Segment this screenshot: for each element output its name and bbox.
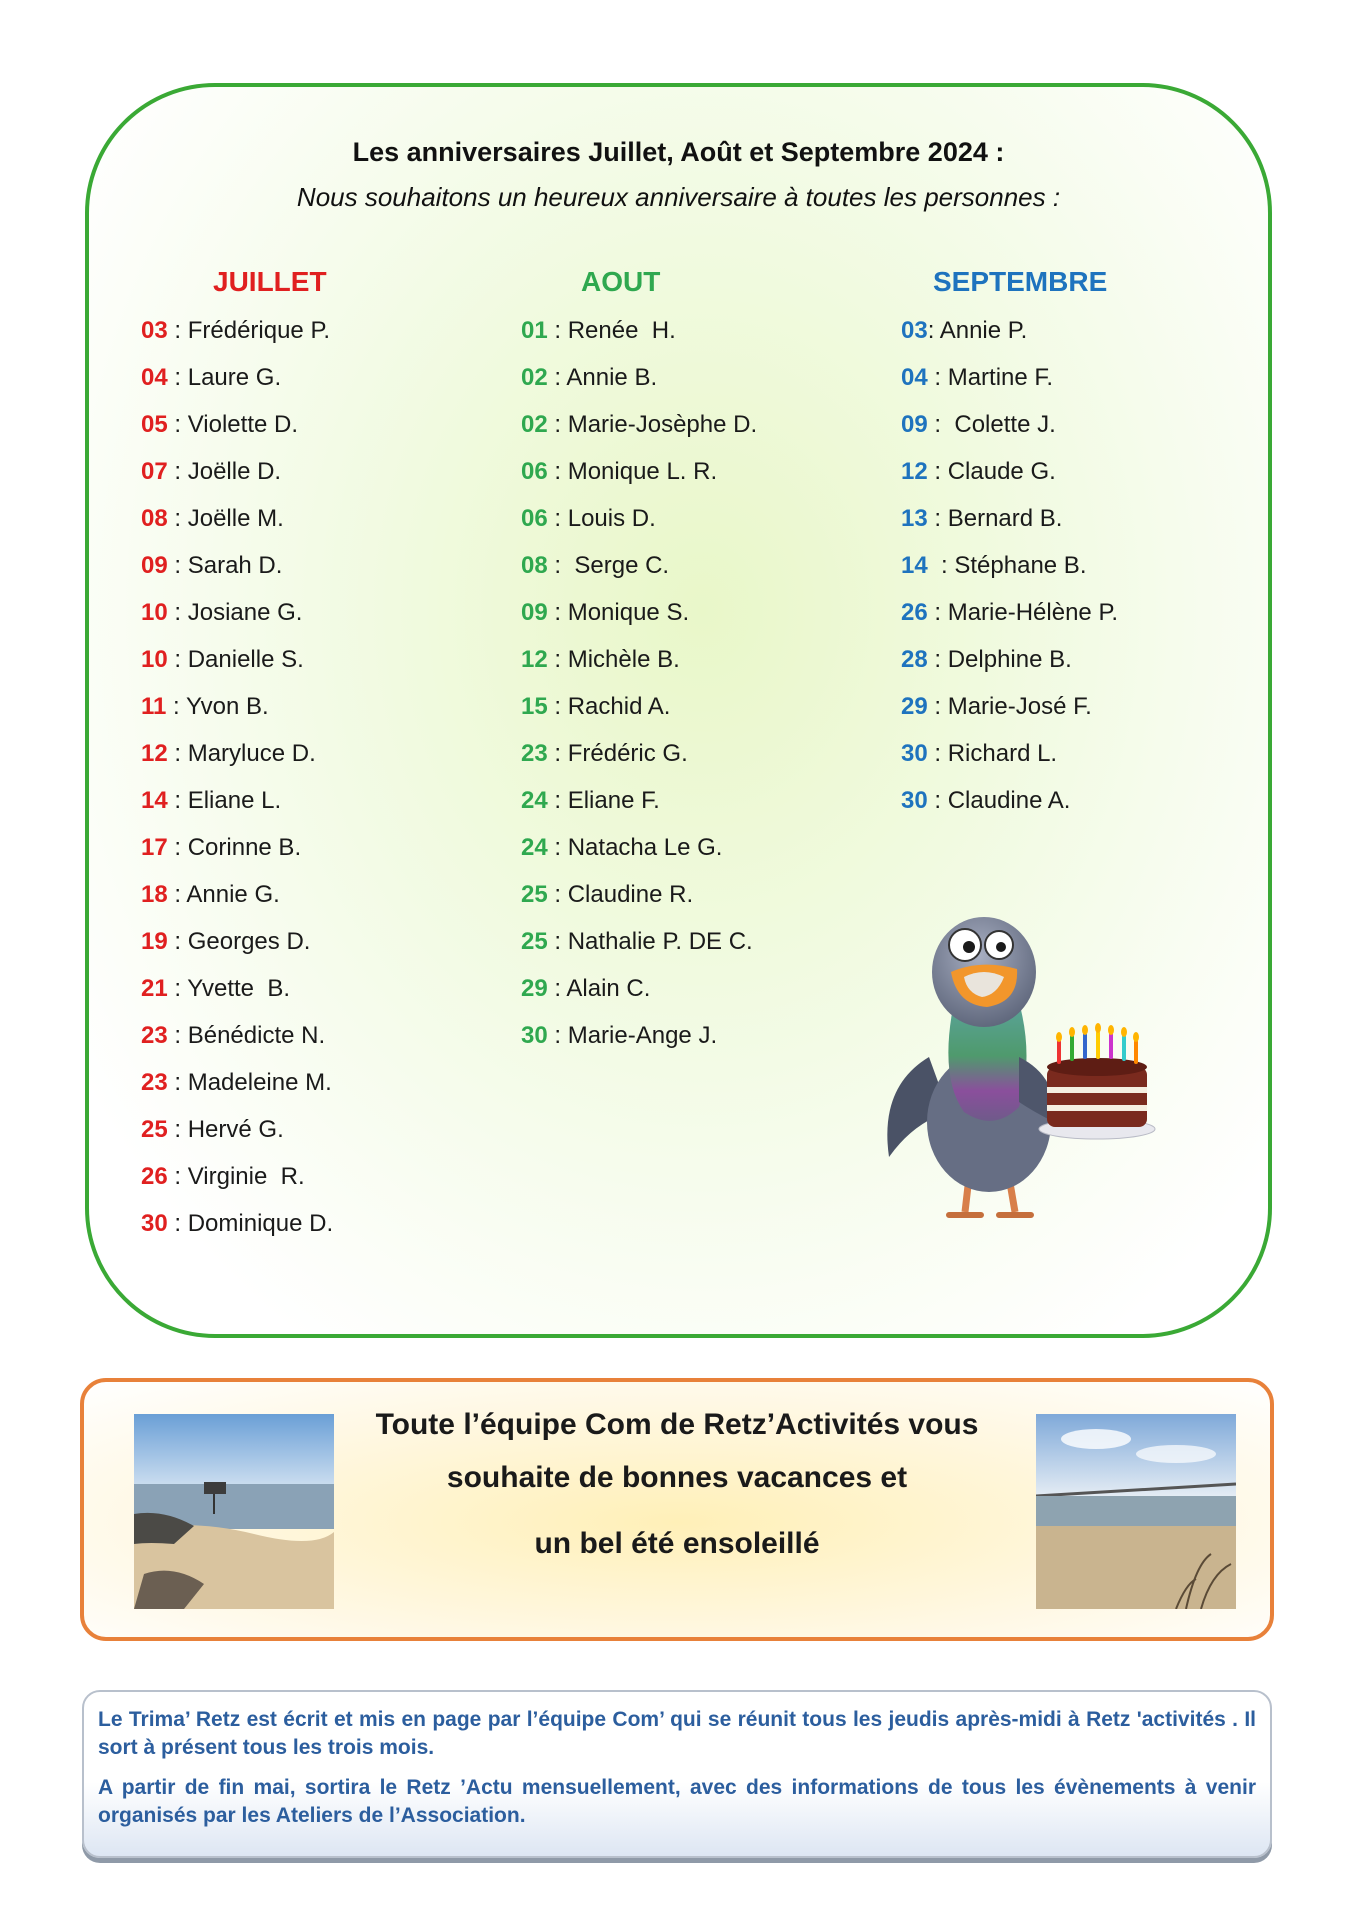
birthday-entry [521,542,757,589]
birthday-list-juillet [141,307,333,1247]
birthday-name: Stéphane B. [954,552,1087,579]
holiday-line-3: un bel été ensoleillé [534,1527,820,1560]
birthday-separator: : [167,834,188,861]
month-column-juillet [141,257,333,1247]
birthday-separator: : [927,458,948,485]
birthday-day: 02 [521,364,548,391]
birthday-day: 03 [141,317,168,344]
birthday-entry [521,495,757,542]
birthday-day: 13 [901,505,928,532]
birthday-separator: : [167,881,187,908]
month-column-septembre [901,257,1118,824]
birthday-day: 17 [141,834,168,861]
birthday-separator: : [167,928,188,955]
birthday-entry [141,307,333,354]
birthday-entry [141,871,333,918]
birthday-day: 12 [521,646,548,673]
beach-photo-left [134,1414,334,1609]
birthday-name: Dominique D. [187,1210,334,1237]
birthday-list-aout [521,307,757,1059]
birthday-entry [141,730,333,777]
birthday-entry [141,1200,333,1247]
birthday-separator: : [547,693,568,720]
birthday-name: Monique S. [567,599,690,626]
birthday-day: 07 [141,458,168,485]
birthday-day: 21 [141,975,168,1002]
birthday-day: 02 [521,411,548,438]
birthday-entry [141,448,333,495]
birthday-separator: : [167,787,188,814]
birthday-name: Bénédicte N. [187,1022,326,1049]
birthday-day: 30 [141,1210,168,1237]
birthday-entry [141,495,333,542]
birthday-separator: : [547,505,568,532]
birthday-day: 12 [141,740,168,767]
birthday-name: Madeleine M. [187,1069,332,1096]
birthday-entry [141,683,333,730]
birthday-separator: : [167,1210,188,1237]
birthday-name: Eliane L. [187,787,282,814]
birthday-day: 30 [901,787,928,814]
birthday-day: 29 [901,693,928,720]
birthday-name: Danielle S. [187,646,304,673]
birthday-day: 10 [141,599,168,626]
birthday-day: 08 [141,505,168,532]
birthday-day: 12 [901,458,928,485]
birthday-separator: : [927,505,948,532]
birthday-separator: : [547,928,568,955]
birthday-entry [141,965,333,1012]
birthday-day: 26 [141,1163,168,1190]
birthday-name: Monique L. R. [567,458,718,485]
birthday-name: Marie-José F. [947,693,1092,720]
birthday-entry [141,354,333,401]
birthday-separator: : [927,787,948,814]
birthday-name: Serge C. [574,552,670,579]
birthday-name: Josiane G. [187,599,303,626]
birthday-separator: : [167,552,188,579]
birthday-day: 03 [901,317,928,344]
birthday-day: 18 [141,881,168,908]
birthday-name: Frédéric G. [567,740,688,767]
birthday-name: Eliane F. [567,787,660,814]
birthday-day: 29 [521,975,548,1002]
birthday-name: Yvette B. [187,975,291,1002]
birthday-entry [521,354,757,401]
month-column-aout [521,257,757,1059]
birthday-name: Violette D. [187,411,299,438]
birthday-separator: : [167,411,188,438]
birthday-entry [901,542,1118,589]
birthday-entry [901,307,1118,354]
birthday-entry [521,871,757,918]
birthday-entry [521,777,757,824]
birthday-name: Annie G. [186,881,280,908]
birthday-name: Alain C. [566,975,651,1002]
birthday-separator: : [167,505,188,532]
birthday-separator: : [927,317,940,344]
birthday-day: 04 [141,364,168,391]
birthday-day: 15 [521,693,548,720]
birthday-entry [141,542,333,589]
birthday-separator: : [167,364,188,391]
info-box [82,1690,1272,1858]
birthday-name: Claudine R. [567,881,694,908]
birthday-day: 26 [901,599,928,626]
birthday-name: Michèle B. [567,646,680,673]
birthday-separator: : [167,975,188,1002]
birthday-name: Martine F. [947,364,1054,391]
birthday-separator: : [167,317,188,344]
birthday-name: Annie P. [939,317,1028,344]
birthday-entry [141,824,333,871]
birthday-separator: : [547,646,568,673]
birthday-card [85,83,1272,1338]
birthday-day: 09 [521,599,548,626]
birthday-separator: : [547,411,568,438]
birthday-day: 14 [901,552,928,579]
birthday-entry [521,918,757,965]
birthday-name: Hervé G. [187,1116,284,1143]
month-heading-aout: AOUT [581,266,661,297]
birthday-separator: : [547,1022,568,1049]
birthday-day: 25 [521,881,548,908]
birthday-entry [141,401,333,448]
holiday-banner [80,1378,1274,1641]
birthday-entry [141,589,333,636]
birthday-entry [901,636,1118,683]
birthday-day: 23 [141,1069,168,1096]
birthday-entry [521,965,757,1012]
holiday-line-1: Toute l’équipe Com de Retz’Activités vous [375,1408,979,1441]
birthday-day: 08 [521,552,548,579]
birthday-day: 06 [521,505,548,532]
birthday-name: Virginie R. [187,1163,305,1190]
birthday-name: Richard L. [947,740,1058,767]
birthday-day: 24 [521,787,548,814]
birthday-name: Sarah D. [187,552,283,579]
month-heading-septembre: SEPTEMBRE [933,266,1108,297]
birthday-day: 23 [141,1022,168,1049]
birthday-entry [521,448,757,495]
birthday-name: Marie-Ange J. [567,1022,718,1049]
birthday-separator: : [927,552,955,579]
birthday-separator: : [167,458,188,485]
birthday-separator: : [547,834,568,861]
birthday-name: Marie-Josèphe D. [567,411,758,438]
holiday-line-2: souhaite de bonnes vacances et [446,1461,908,1494]
birthday-entry [141,636,333,683]
birthday-separator: : [927,740,948,767]
birthday-name: Joëlle M. [187,505,284,532]
birthday-separator: : [167,1163,188,1190]
birthday-separator: : [927,693,948,720]
birthday-name: Natacha Le G. [567,834,723,861]
birthday-entry [901,589,1118,636]
birthday-name: Bernard B. [947,505,1063,532]
birthday-day: 25 [521,928,548,955]
birthday-title: Les anniversaires Juillet, Août et Septembre 2024 : [352,137,1005,167]
birthday-separator: : [167,1116,188,1143]
birthday-entry [901,354,1118,401]
birthday-name: Marie-Hélène P. [947,599,1119,626]
birthday-separator: : [547,458,568,485]
birthday-day: 28 [901,646,928,673]
birthday-name: Claude G. [947,458,1056,485]
birthday-separator: : [547,552,575,579]
birthday-name: Delphine B. [947,646,1072,673]
birthday-separator: : [167,740,188,767]
birthday-day: 10 [141,646,168,673]
birthday-day: 23 [521,740,548,767]
birthday-separator: : [927,599,948,626]
birthday-day: 25 [141,1116,168,1143]
birthday-day: 14 [141,787,168,814]
birthday-entry [141,777,333,824]
birthday-name: Yvon B. [185,693,269,720]
birthday-separator: : [927,364,948,391]
birthday-entry [521,401,757,448]
birthday-separator: : [167,599,188,626]
birthday-day: 11 [141,693,167,720]
birthday-entry [141,1012,333,1059]
birthday-entry [901,730,1118,777]
birthday-name: Corinne B. [187,834,302,861]
birthday-name: Maryluce D. [187,740,316,767]
birthday-entry [521,730,757,777]
birthday-day: 09 [141,552,168,579]
birthday-separator: : [547,364,567,391]
birthday-separator: : [547,317,568,344]
pigeon-cake-illustration [869,907,1169,1227]
birthday-day: 04 [901,364,928,391]
birthday-day: 09 [901,411,928,438]
birthday-entry [141,1153,333,1200]
beach-photo-right [1036,1414,1236,1609]
birthday-separator: : [547,740,568,767]
birthday-entry [901,401,1118,448]
birthday-separator: : [547,599,568,626]
birthday-separator: : [167,1069,188,1096]
birthday-day: 05 [141,411,168,438]
birthday-separator: : [167,646,188,673]
birthday-name: Laure G. [187,364,282,391]
birthday-separator: : [166,693,186,720]
birthday-name: Renée H. [567,317,676,344]
birthday-day: 01 [521,317,548,344]
birthday-entry [901,777,1118,824]
birthday-entry [521,307,757,354]
birthday-entry [521,589,757,636]
birthday-name: Joëlle D. [187,458,282,485]
birthday-name: Annie B. [566,364,658,391]
birthday-entry [141,1059,333,1106]
birthday-entry [901,448,1118,495]
birthday-name: Colette J. [954,411,1056,438]
birthday-name: Claudine A. [947,787,1071,814]
birthday-separator: : [167,1022,188,1049]
birthday-entry [521,824,757,871]
birthday-separator: : [547,975,567,1002]
birthday-entry [521,636,757,683]
birthday-name: Frédérique P. [187,317,331,344]
birthday-entry [521,1012,757,1059]
birthday-name: Louis D. [567,505,656,532]
birthday-list-septembre [901,307,1118,824]
birthday-day: 19 [141,928,168,955]
birthday-entry [901,683,1118,730]
birthday-entry [141,1106,333,1153]
month-heading-juillet: JUILLET [213,266,327,297]
birthday-day: 24 [521,834,548,861]
birthday-subtitle: Nous souhaitons un heureux anniversaire à toutes les personnes : [296,182,1061,212]
birthday-separator: : [547,881,568,908]
birthday-name: Georges D. [187,928,311,955]
birthday-name: Nathalie P. DE C. [567,928,753,955]
info-paragraph-2: A partir de fin mai, sortira le Retz ’Actu mensuellement, avec des informations de tous les évènements à venir organisés par les Ateliers de l’Association. [98,1776,1256,1827]
birthday-separator: : [927,411,955,438]
info-paragraph-1: Le Trima’ Retz est écrit et mis en page par l’équipe Com’ qui se réunit tous les jeudis après-midi à Retz 'activités . Il sort à présent tous les trois mois. [98,1708,1256,1759]
birthday-separator: : [547,787,568,814]
birthday-entry [141,918,333,965]
birthday-entry [901,495,1118,542]
birthday-separator: : [927,646,948,673]
birthday-name: Rachid A. [567,693,671,720]
birthday-entry [521,683,757,730]
birthday-day: 06 [521,458,548,485]
birthday-day: 30 [521,1022,548,1049]
birthday-day: 30 [901,740,928,767]
